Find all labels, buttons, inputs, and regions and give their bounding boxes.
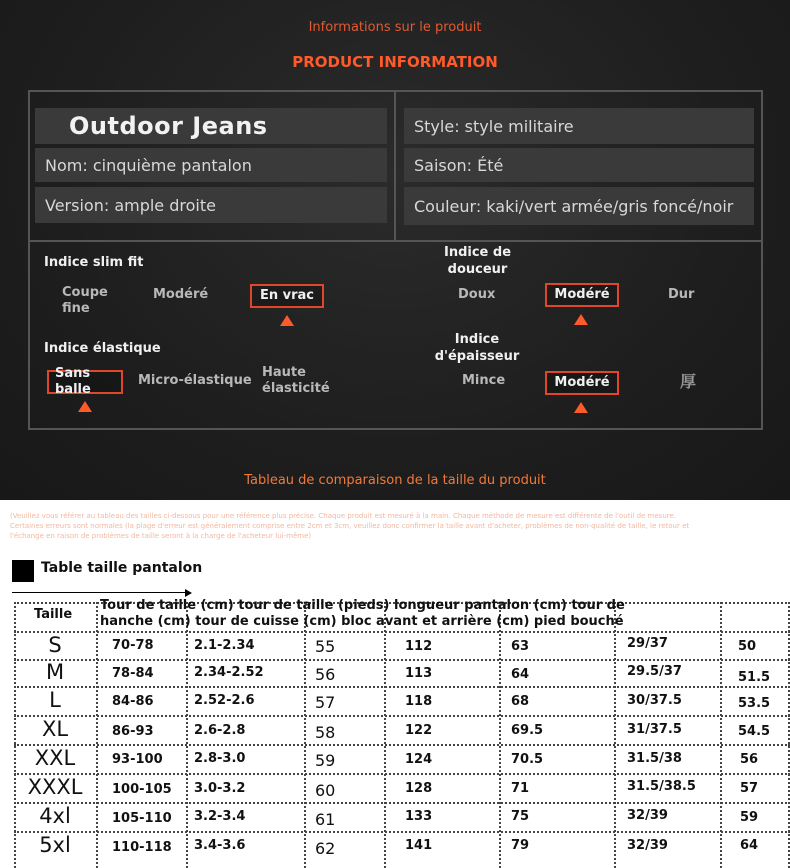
row-foot: 57 <box>740 781 759 796</box>
row-waist-ft: 3.4-3.6 <box>194 838 246 853</box>
row-hip: 124 <box>405 752 433 767</box>
measurement-note: (Veuillez vous référer au tableau des tailles ci-dessous pour une référence plus précise. Chaque produit est mesuré à la main. Chaque méthode de mesure est différente de l'outil de mesure. Certaines erreurs sont normales (la plage d'erreur est généralement comprise entre 2cm et 3cm, veuillez donc confirmer la taille avant d'acheter, problèmes de non-qualité de taille, le retour et l'échange en raison de problèmes de taille seront à la charge de l'acheteur lui-même) <box>10 512 690 540</box>
row-foot: 54.5 <box>738 724 771 739</box>
row-length: 62 <box>315 839 336 858</box>
row-rise: 30/37.5 <box>627 693 682 708</box>
slim-option-loose: En vrac <box>250 284 324 308</box>
slim-option-moderate: Modéré <box>153 287 209 302</box>
row-size: 5xl <box>39 833 71 857</box>
slim-selected-arrow-icon <box>280 315 294 326</box>
softness-option-moderate: Modéré <box>545 283 619 307</box>
row-hip: 128 <box>405 781 433 796</box>
row-waist-ft: 2.6-2.8 <box>194 723 246 738</box>
elastic-selected-arrow-icon <box>78 401 92 412</box>
row-rise: 31.5/38 <box>627 751 682 766</box>
thickness-option-thin: Mince <box>462 373 506 388</box>
info-small-title: Informations sur le produit <box>308 20 482 35</box>
row-waist-ft: 3.0-3.2 <box>194 781 246 796</box>
softness-option-hard: Dur <box>668 287 695 302</box>
product-color: Couleur: kaki/vert armée/gris foncé/noir <box>404 187 754 225</box>
row-thigh: 70.5 <box>511 752 544 767</box>
title-underline-arrow <box>12 592 189 593</box>
thickness-label: Indice d'épaisseur <box>434 332 520 364</box>
product-version: Version: ample droite <box>35 187 387 223</box>
row-waist-cm: 84-86 <box>112 694 154 709</box>
row-hip: 122 <box>405 723 433 738</box>
row-waist-cm: 70-78 <box>112 638 154 653</box>
elastic-label: Indice élastique <box>44 341 161 356</box>
slim-label: Indice slim fit <box>44 255 144 270</box>
softness-option-soft: Doux <box>458 287 496 302</box>
row-thigh: 69.5 <box>511 723 544 738</box>
row-waist-cm: 86-93 <box>112 724 154 739</box>
row-size: 4xl <box>39 804 71 828</box>
row-waist-ft: 2.8-3.0 <box>194 751 246 766</box>
row-thigh: 63 <box>511 639 530 654</box>
softness-label: Indice de douceur <box>443 245 512 277</box>
info-big-title: PRODUCT INFORMATION <box>292 53 498 71</box>
elastic-option-high: Haute élasticité <box>262 365 330 396</box>
row-length: 57 <box>315 693 336 712</box>
row-length: 60 <box>315 781 336 800</box>
row-rise: 31/37.5 <box>627 722 682 737</box>
row-thigh: 75 <box>511 809 530 824</box>
row-waist-cm: 110-118 <box>112 840 172 855</box>
row-hip: 118 <box>405 694 433 709</box>
row-size: S <box>48 633 62 657</box>
size-column-header: Taille <box>34 607 73 622</box>
row-rise: 29.5/37 <box>627 664 682 679</box>
row-waist-cm: 93-100 <box>112 752 163 767</box>
thickness-option-thick: 厚 <box>680 372 697 391</box>
product-season: Saison: Été <box>404 148 754 182</box>
row-waist-ft: 2.1-2.34 <box>194 638 255 653</box>
row-length: 61 <box>315 810 336 829</box>
table-title-square-icon <box>12 560 34 582</box>
product-style: Style: style militaire <box>404 108 754 144</box>
row-foot: 59 <box>740 810 759 825</box>
row-size: L <box>49 688 61 712</box>
elastic-option-none-box <box>47 366 123 397</box>
row-size: XL <box>41 717 69 741</box>
row-rise: 31.5/38.5 <box>627 779 696 794</box>
softness-selected-arrow-icon <box>574 314 588 325</box>
row-foot: 50 <box>738 639 757 654</box>
elastic-option-micro: Micro-élastique <box>138 373 252 388</box>
row-waist-ft: 3.2-3.4 <box>194 809 246 824</box>
info-divider <box>394 90 396 242</box>
row-rise: 32/39 <box>627 838 668 853</box>
row-thigh: 68 <box>511 694 530 709</box>
row-hip: 141 <box>405 838 433 853</box>
thickness-selected-arrow-icon <box>574 402 588 413</box>
row-hip: 113 <box>405 666 433 681</box>
row-length: 59 <box>315 751 336 770</box>
row-length: 58 <box>315 723 336 742</box>
row-length: 56 <box>315 665 336 684</box>
row-hip: 133 <box>405 809 433 824</box>
row-waist-ft: 2.52-2.6 <box>194 693 255 708</box>
brand-name: Outdoor Jeans <box>35 108 387 144</box>
row-hip: 112 <box>405 639 433 654</box>
row-foot: 64 <box>740 838 759 853</box>
columns-header: Tour de taille (cm) tour de taille (pieds) longueur pantalon (cm) tour de hanche (cm) tour de cuisse (cm) bloc avant et arrière (cm) pied bouché <box>100 598 625 629</box>
row-size: XXXL <box>27 775 83 799</box>
row-foot: 51.5 <box>738 670 771 685</box>
table-title: Table taille pantalon <box>41 560 203 576</box>
comparison-title: Tableau de comparaison de la taille du produit <box>244 473 546 488</box>
row-foot: 56 <box>740 752 759 767</box>
elastic-option-none: Sans balle <box>55 366 91 397</box>
row-foot: 53.5 <box>738 696 771 711</box>
row-size: XXL <box>34 746 76 770</box>
row-waist-cm: 78-84 <box>112 666 154 681</box>
right-arrow-icon <box>185 589 192 597</box>
row-rise: 32/39 <box>627 808 668 823</box>
thickness-option-moderate: Modéré <box>545 371 619 395</box>
slim-option-fine: Coupe fine <box>62 285 108 316</box>
row-length: 55 <box>315 637 336 656</box>
row-waist-cm: 100-105 <box>112 782 172 797</box>
row-rise: 29/37 <box>627 636 668 651</box>
product-name: Nom: cinquième pantalon <box>35 148 387 182</box>
row-thigh: 64 <box>511 667 530 682</box>
row-waist-cm: 105-110 <box>112 811 172 826</box>
row-waist-ft: 2.34-2.52 <box>194 665 264 680</box>
row-size: M <box>45 660 65 684</box>
row-thigh: 71 <box>511 781 530 796</box>
row-thigh: 79 <box>511 838 530 853</box>
